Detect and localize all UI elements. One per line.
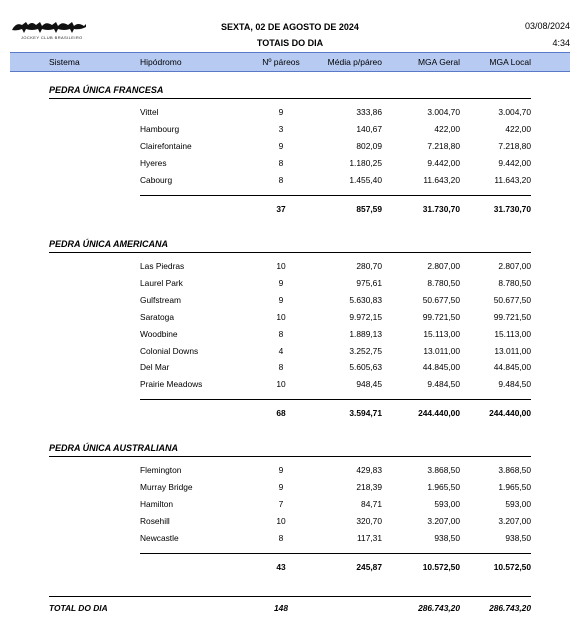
table-cell-hipodromo: Cabourg — [140, 175, 173, 185]
report-time: 4:34 — [552, 38, 570, 48]
table-cell-geral: 9.442,00 — [427, 158, 460, 168]
table-cell-pareos: 8 — [278, 175, 284, 185]
col-hipodromo: Hipódromo — [140, 57, 182, 67]
table-cell-media: 1.180,25 — [349, 158, 382, 168]
subtotal-divider — [140, 553, 531, 554]
table-cell-hipodromo: Newcastle — [140, 533, 179, 543]
table-cell-geral: 2.807,00 — [427, 261, 460, 271]
subtotal-geral: 244.440,00 — [418, 408, 460, 418]
table-cell-local: 1.965,50 — [498, 482, 531, 492]
section-divider — [49, 98, 531, 99]
subtotal-media: 857,59 — [356, 204, 382, 214]
table-cell-media: 5.605,63 — [349, 362, 382, 372]
subtotal-geral: 31.730,70 — [422, 204, 460, 214]
table-cell-pareos: 10 — [276, 379, 286, 389]
grand-total-divider — [49, 596, 531, 597]
table-cell-geral: 3.868,50 — [427, 465, 460, 475]
table-cell-pareos: 9 — [278, 465, 284, 475]
table-cell-geral: 938,50 — [434, 533, 460, 543]
table-cell-hipodromo: Saratoga — [140, 312, 174, 322]
table-cell-media: 1.455,40 — [349, 175, 382, 185]
table-cell-geral: 8.780,50 — [427, 278, 460, 288]
table-cell-hipodromo: Flemington — [140, 465, 182, 475]
table-cell-hipodromo: Hyeres — [140, 158, 167, 168]
grand-total-geral: 286.743,20 — [418, 603, 460, 613]
table-cell-hipodromo: Hambourg — [140, 124, 180, 134]
subtotal-media: 3.594,71 — [349, 408, 382, 418]
table-cell-hipodromo: Vittel — [140, 107, 159, 117]
table-cell-geral: 7.218,80 — [427, 141, 460, 151]
section-divider — [49, 456, 531, 457]
section-title: PEDRA ÚNICA AUSTRALIANA — [49, 443, 178, 453]
table-cell-pareos: 8 — [278, 533, 284, 543]
table-cell-local: 938,50 — [505, 533, 531, 543]
table-cell-hipodromo: Las Piedras — [140, 261, 185, 271]
table-cell-media: 429,83 — [356, 465, 382, 475]
table-cell-media: 802,09 — [356, 141, 382, 151]
table-cell-geral: 11.643,20 — [423, 175, 460, 185]
table-cell-geral: 13.011,00 — [423, 346, 460, 356]
table-cell-media: 117,31 — [357, 533, 382, 543]
table-cell-local: 9.442,00 — [498, 158, 531, 168]
subtotal-pareos: 43 — [276, 562, 286, 572]
table-cell-local: 7.218,80 — [498, 141, 531, 151]
table-cell-geral: 3.004,70 — [427, 107, 460, 117]
subtotal-local: 244.440,00 — [489, 408, 531, 418]
table-cell-hipodromo: Woodbine — [140, 329, 178, 339]
subtotal-divider — [140, 195, 531, 196]
table-cell-pareos: 8 — [278, 158, 284, 168]
table-cell-pareos: 8 — [278, 362, 284, 372]
table-cell-pareos: 9 — [278, 482, 284, 492]
table-cell-hipodromo: Colonial Downs — [140, 346, 199, 356]
table-cell-pareos: 9 — [278, 141, 284, 151]
table-cell-pareos: 4 — [278, 346, 284, 356]
subtotal-pareos: 68 — [276, 408, 286, 418]
table-cell-local: 2.807,00 — [498, 261, 531, 271]
table-cell-media: 975,61 — [356, 278, 382, 288]
grand-total-local: 286.743,20 — [489, 603, 531, 613]
logo-text: JOCKEY CLUB BRASILEIRO — [21, 35, 83, 40]
table-cell-pareos: 9 — [278, 278, 284, 288]
table-cell-geral: 99.721,50 — [422, 312, 460, 322]
col-mga-geral: MGA Geral — [417, 57, 460, 67]
table-cell-local: 13.011,00 — [494, 346, 531, 356]
table-cell-media: 3.252,75 — [349, 346, 382, 356]
table-cell-media: 333,86 — [356, 107, 382, 117]
table-cell-local: 593,00 — [505, 499, 531, 509]
subtotal-pareos: 37 — [276, 204, 286, 214]
table-cell-hipodromo: Laurel Park — [140, 278, 183, 288]
table-cell-geral: 3.207,00 — [427, 516, 460, 526]
table-cell-media: 84,71 — [361, 499, 382, 509]
subtotal-divider — [140, 399, 531, 400]
table-cell-geral: 9.484,50 — [427, 379, 460, 389]
section-divider — [49, 252, 531, 253]
table-cell-pareos: 7 — [278, 499, 284, 509]
table-cell-geral: 593,00 — [434, 499, 460, 509]
report-date: 03/08/2024 — [524, 21, 570, 31]
table-cell-geral: 15.113,00 — [423, 329, 460, 339]
table-cell-local: 50.677,50 — [493, 295, 531, 305]
table-cell-local: 99.721,50 — [493, 312, 531, 322]
section-title: PEDRA ÚNICA FRANCESA — [49, 85, 164, 95]
table-cell-media: 948,45 — [356, 379, 382, 389]
table-cell-pareos: 10 — [276, 516, 286, 526]
table-cell-hipodromo: Rosehill — [140, 516, 170, 526]
report-subtitle: TOTAIS DO DIA — [256, 38, 324, 48]
table-cell-geral: 422,00 — [434, 124, 460, 134]
table-cell-geral: 1.965,50 — [427, 482, 460, 492]
table-cell-media: 218,39 — [356, 482, 382, 492]
section-title: PEDRA ÚNICA AMERICANA — [49, 239, 168, 249]
subtotal-local: 31.730,70 — [493, 204, 531, 214]
table-cell-pareos: 10 — [276, 261, 286, 271]
table-cell-hipodromo: Prairie Meadows — [140, 379, 203, 389]
table-cell-hipodromo: Hamilton — [140, 499, 174, 509]
table-cell-media: 320,70 — [356, 516, 382, 526]
subtotal-geral: 10.572,50 — [422, 562, 460, 572]
table-cell-local: 11.643,20 — [494, 175, 531, 185]
table-cell-hipodromo: Murray Bridge — [140, 482, 193, 492]
table-cell-media: 5.630,83 — [349, 295, 382, 305]
col-pareos: Nº páreos — [262, 57, 300, 67]
col-sistema: Sistema — [49, 57, 80, 67]
table-cell-local: 3.207,00 — [498, 516, 531, 526]
table-cell-hipodromo: Del Mar — [140, 362, 170, 372]
table-cell-media: 280,70 — [356, 261, 382, 271]
table-cell-local: 15.113,00 — [494, 329, 531, 339]
table-cell-geral: 50.677,50 — [422, 295, 460, 305]
grand-total-label: TOTAL DO DIA — [49, 603, 108, 613]
table-cell-media: 1.889,13 — [349, 329, 382, 339]
table-cell-local: 44.845,00 — [493, 362, 531, 372]
table-cell-pareos: 8 — [278, 329, 284, 339]
col-media: Média p/páreo — [327, 57, 382, 67]
table-cell-pareos: 9 — [278, 107, 284, 117]
col-mga-local: MGA Local — [489, 57, 531, 67]
table-cell-pareos: 10 — [276, 312, 286, 322]
grand-total-pareos: 148 — [274, 603, 288, 613]
subtotal-local: 10.572,50 — [493, 562, 531, 572]
table-cell-local: 9.484,50 — [498, 379, 531, 389]
table-cell-local: 3.868,50 — [498, 465, 531, 475]
table-cell-local: 3.004,70 — [498, 107, 531, 117]
report-title: SEXTA, 02 DE AGOSTO DE 2024 — [221, 22, 359, 32]
table-cell-geral: 44.845,00 — [422, 362, 460, 372]
table-cell-media: 9.972,15 — [349, 312, 382, 322]
table-cell-local: 422,00 — [505, 124, 531, 134]
table-cell-pareos: 9 — [278, 295, 284, 305]
subtotal-media: 245,87 — [356, 562, 382, 572]
table-cell-pareos: 3 — [278, 124, 284, 134]
table-cell-hipodromo: Gulfstream — [140, 295, 181, 305]
table-cell-hipodromo: Clairefontaine — [140, 141, 192, 151]
table-cell-local: 8.780,50 — [498, 278, 531, 288]
table-cell-media: 140,67 — [356, 124, 382, 134]
